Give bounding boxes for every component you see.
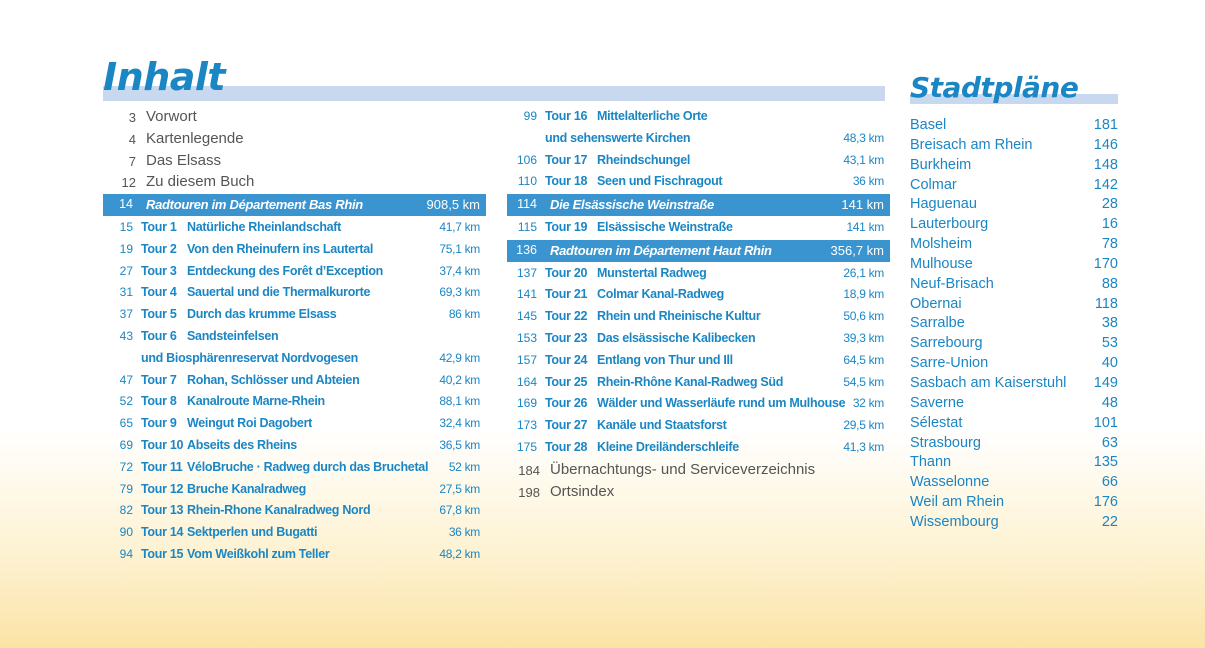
tour-number: Tour 28 bbox=[545, 439, 588, 454]
section-page-number: 14 bbox=[119, 197, 133, 212]
toc-section-bar bbox=[507, 240, 890, 262]
tour-page-number: 164 bbox=[516, 374, 537, 389]
tour-name-continued: und Biosphärenreservat Nordvogesen bbox=[141, 350, 358, 365]
tour-page-number: 47 bbox=[119, 372, 133, 387]
toc-column-left bbox=[103, 106, 486, 566]
city-name: Neuf-Brisach bbox=[910, 275, 994, 292]
city-page-number: 118 bbox=[1094, 295, 1118, 312]
tour-name: Von den Rheinufern ins Lautertal bbox=[187, 241, 374, 256]
tour-number: Tour 24 bbox=[545, 352, 588, 367]
section-title: Radtouren im Département Haut Rhin bbox=[550, 242, 772, 258]
city-map-entry bbox=[910, 414, 1118, 434]
tour-entry bbox=[507, 328, 890, 350]
tour-name: Vom Weißkohl zum Teller bbox=[187, 546, 330, 561]
tour-page-number: 19 bbox=[119, 241, 133, 256]
tour-distance: 26,1 km bbox=[843, 265, 884, 280]
tour-entry bbox=[507, 106, 890, 128]
city-name: Wissembourg bbox=[910, 513, 999, 530]
city-page-number: 22 bbox=[1101, 513, 1118, 530]
city-name: Molsheim bbox=[910, 236, 973, 253]
city-map-entry bbox=[910, 116, 1118, 136]
tour-name: Colmar Kanal-Radweg bbox=[597, 287, 724, 302]
city-map-entry bbox=[910, 136, 1118, 156]
toc-page-number: 198 bbox=[518, 484, 540, 500]
tour-name: Das elsässische Kalibecken bbox=[597, 330, 756, 345]
tour-entry bbox=[507, 437, 890, 459]
section-distance: 908,5 km bbox=[426, 197, 480, 213]
city-page-number: 135 bbox=[1093, 454, 1118, 471]
tour-entry bbox=[103, 479, 486, 501]
tour-distance: 27,5 km bbox=[439, 481, 480, 496]
tour-distance: 50,6 km bbox=[843, 309, 884, 324]
city-map-entry bbox=[910, 235, 1118, 255]
tour-entry bbox=[103, 282, 486, 304]
toc-entry-title: Zu diesem Buch bbox=[146, 173, 255, 191]
tour-entry bbox=[103, 370, 486, 392]
tour-entry bbox=[103, 261, 486, 283]
tour-entry bbox=[103, 457, 486, 479]
tour-distance: 41,3 km bbox=[843, 439, 884, 454]
tour-entry bbox=[103, 217, 486, 239]
city-name: Sasbach am Kaiserstuhl bbox=[910, 374, 1067, 391]
city-page-number: 78 bbox=[1101, 236, 1118, 253]
tour-name: Wälder und Wasserläufe rund um Mulhouse bbox=[597, 396, 846, 411]
toc-entry-title: Ortsindex bbox=[550, 482, 615, 500]
city-map-entry bbox=[910, 394, 1118, 414]
tour-name: Rheindschungel bbox=[597, 152, 691, 167]
tour-name: Rhein und Rheinische Kultur bbox=[597, 309, 761, 324]
city-page-number: 63 bbox=[1101, 434, 1118, 451]
tour-entry bbox=[103, 500, 486, 522]
tour-name: Bruche Kanalradweg bbox=[187, 481, 306, 496]
tour-distance: 32 km bbox=[852, 396, 884, 411]
tour-entry-continuation bbox=[507, 128, 890, 150]
city-name: Colmar bbox=[910, 176, 957, 193]
tour-distance: 40,2 km bbox=[439, 372, 480, 387]
city-page-number: 142 bbox=[1093, 176, 1118, 193]
tour-name: Munstertal Radweg bbox=[597, 265, 707, 280]
city-map-entry bbox=[910, 314, 1118, 334]
toc-page-number: 4 bbox=[128, 131, 136, 147]
tour-name: Sandsteinfelsen bbox=[187, 328, 279, 343]
toc-section-bar bbox=[103, 194, 486, 216]
tour-name: Elsässische Weinstraße bbox=[597, 219, 733, 234]
toc-page-number: 12 bbox=[121, 175, 136, 191]
city-page-number: 181 bbox=[1093, 117, 1118, 133]
toc-entry bbox=[507, 481, 890, 503]
tour-name: Rohan, Schlösser und Abteien bbox=[187, 372, 360, 387]
tour-number: Tour 3 bbox=[141, 263, 177, 278]
tour-number: Tour 10 bbox=[141, 437, 184, 452]
tour-name: Natürliche Rheinlandschaft bbox=[187, 219, 342, 234]
tour-name: Abseits des Rheins bbox=[187, 437, 297, 452]
tour-distance: 43,1 km bbox=[843, 152, 884, 167]
tour-distance: 54,5 km bbox=[843, 374, 884, 389]
city-map-entry bbox=[910, 295, 1118, 315]
tour-number: Tour 12 bbox=[141, 481, 184, 496]
tour-distance: 32,4 km bbox=[439, 416, 480, 431]
tour-distance: 48,3 km bbox=[843, 130, 884, 145]
tour-distance: 67,8 km bbox=[439, 503, 480, 518]
tour-name: Sauertal und die Thermalkurorte bbox=[187, 285, 371, 300]
tour-name: Mittelalterliche Orte bbox=[597, 109, 708, 123]
tour-distance: 64,5 km bbox=[843, 352, 884, 367]
tour-distance: 36 km bbox=[448, 525, 480, 540]
tour-distance: 141 km bbox=[846, 219, 884, 234]
toc-entry-title: Übernachtungs- und Serviceverzeichnis bbox=[550, 460, 816, 478]
city-map-entry bbox=[910, 215, 1118, 235]
tour-page-number: 37 bbox=[119, 307, 133, 322]
toc-entry bbox=[103, 106, 486, 128]
tour-entry bbox=[507, 306, 890, 328]
tour-entry bbox=[507, 393, 890, 415]
toc-section-bar bbox=[507, 194, 890, 216]
toc-entry bbox=[103, 171, 486, 193]
tour-number: Tour 16 bbox=[545, 109, 588, 123]
city-page-number: 149 bbox=[1093, 374, 1118, 391]
tour-number: Tour 6 bbox=[141, 328, 177, 343]
tour-distance: 29,5 km bbox=[843, 418, 884, 433]
city-map-entry bbox=[910, 453, 1118, 473]
tour-entry bbox=[103, 435, 486, 457]
city-name: Sarralbe bbox=[910, 315, 965, 332]
toc-entry-title: Das Elsass bbox=[146, 151, 222, 169]
tour-page-number: 175 bbox=[516, 439, 537, 454]
city-name: Burkheim bbox=[910, 156, 972, 173]
tour-distance: 42,9 km bbox=[439, 350, 480, 365]
tour-number: Tour 26 bbox=[545, 396, 588, 411]
tour-name: Entdeckung des Forêt d’Exception bbox=[187, 263, 383, 278]
tour-page-number: 69 bbox=[119, 437, 133, 452]
tour-number: Tour 23 bbox=[545, 330, 588, 345]
tour-name: VéloBruche · Radweg durch das Bruchetal bbox=[187, 459, 429, 474]
tour-entry-continuation bbox=[103, 348, 486, 370]
city-page-number: 66 bbox=[1101, 474, 1118, 491]
tour-page-number: 141 bbox=[516, 287, 537, 302]
toc-entry-title: Vorwort bbox=[146, 108, 197, 125]
tour-page-number: 169 bbox=[516, 396, 537, 411]
city-page-number: 28 bbox=[1101, 196, 1118, 213]
city-map-entry bbox=[910, 334, 1118, 354]
tour-number: Tour 8 bbox=[141, 394, 177, 409]
section-title: Radtouren im Département Bas Rhin bbox=[146, 197, 363, 213]
tour-number: Tour 22 bbox=[545, 309, 588, 324]
tour-number: Tour 1 bbox=[141, 219, 177, 234]
tour-entry bbox=[507, 372, 890, 394]
tour-entry bbox=[103, 326, 486, 348]
toc-entry-title: Kartenlegende bbox=[146, 129, 244, 147]
tour-page-number: 145 bbox=[516, 309, 537, 324]
tour-number: Tour 7 bbox=[141, 372, 177, 387]
tour-entry bbox=[103, 544, 486, 566]
tour-number: Tour 5 bbox=[141, 307, 177, 322]
tour-number: Tour 13 bbox=[141, 503, 184, 518]
tour-distance: 88,1 km bbox=[439, 394, 480, 409]
city-map-entry bbox=[910, 195, 1118, 215]
tour-page-number: 31 bbox=[119, 285, 133, 300]
section-distance: 141 km bbox=[841, 197, 884, 213]
tour-name: Durch das krumme Elsass bbox=[187, 307, 337, 322]
tour-number: Tour 11 bbox=[141, 459, 183, 474]
tour-name: Kleine Dreiländerschleife bbox=[597, 439, 739, 454]
tour-name: Seen und Fischragout bbox=[597, 174, 723, 189]
city-page-number: 40 bbox=[1101, 355, 1118, 372]
tour-entry bbox=[507, 350, 890, 372]
tour-page-number: 137 bbox=[516, 265, 537, 280]
tour-entry bbox=[507, 284, 890, 306]
stadtplaene-heading bbox=[910, 68, 1120, 108]
tour-number: Tour 27 bbox=[545, 418, 588, 433]
tour-page-number: 106 bbox=[516, 152, 537, 167]
tour-number: Tour 14 bbox=[141, 525, 184, 540]
tour-distance: 36 km bbox=[852, 174, 884, 189]
tour-name: Kanalroute Marne-Rhein bbox=[187, 394, 325, 409]
city-name: Weil am Rhein bbox=[910, 494, 1005, 511]
tour-name-continued: und sehenswerte Kirchen bbox=[545, 130, 691, 145]
tour-page-number: 15 bbox=[119, 219, 133, 234]
city-map-entry bbox=[910, 473, 1118, 493]
tour-page-number: 115 bbox=[517, 219, 537, 234]
city-page-number: 53 bbox=[1101, 335, 1118, 352]
city-name: Breisach am Rhein bbox=[910, 136, 1033, 153]
tour-page-number: 99 bbox=[523, 109, 537, 123]
city-map-entry bbox=[910, 176, 1118, 196]
tour-distance: 69,3 km bbox=[439, 285, 480, 300]
tour-page-number: 82 bbox=[119, 503, 133, 518]
tour-distance: 37,4 km bbox=[439, 263, 480, 278]
tour-number: Tour 19 bbox=[545, 219, 588, 234]
tour-distance: 86 km bbox=[448, 307, 480, 322]
toc-entry bbox=[103, 128, 486, 150]
city-name: Haguenau bbox=[910, 196, 977, 213]
tour-entry bbox=[507, 217, 890, 239]
toc-entry bbox=[507, 459, 890, 481]
city-page-number: 16 bbox=[1101, 216, 1118, 233]
tour-entry bbox=[103, 391, 486, 413]
tour-number: Tour 15 bbox=[141, 546, 184, 561]
tour-name: Entlang von Thur und Ill bbox=[597, 352, 733, 367]
city-page-number: 48 bbox=[1101, 394, 1118, 411]
city-page-number: 176 bbox=[1093, 494, 1118, 511]
city-page-number: 101 bbox=[1093, 414, 1118, 431]
section-distance: 356,7 km bbox=[830, 242, 884, 258]
toc-page-number: 184 bbox=[518, 462, 540, 478]
city-name: Basel bbox=[910, 117, 947, 133]
tour-page-number: 94 bbox=[119, 546, 133, 561]
tour-distance: 18,9 km bbox=[843, 287, 884, 302]
city-map-entry bbox=[910, 275, 1118, 295]
city-map-entry bbox=[910, 493, 1118, 513]
inhalt-title: Inhalt bbox=[103, 55, 226, 99]
city-name: Sarrebourg bbox=[910, 335, 983, 352]
tour-name: Rhein-Rhône Kanal-Radweg Süd bbox=[597, 374, 784, 389]
tour-page-number: 52 bbox=[119, 394, 133, 409]
tour-name: Weingut Roi Dagobert bbox=[187, 416, 313, 431]
inhalt-heading bbox=[103, 52, 885, 104]
tour-page-number: 153 bbox=[516, 330, 537, 345]
tour-distance: 39,3 km bbox=[843, 330, 884, 345]
city-name: Thann bbox=[910, 454, 952, 471]
city-map-entry bbox=[910, 434, 1118, 454]
city-name: Sélestat bbox=[910, 414, 963, 431]
city-name: Saverne bbox=[910, 394, 965, 411]
section-title: Die Elsässische Weinstraße bbox=[550, 197, 714, 213]
city-map-entry bbox=[910, 156, 1118, 176]
tour-number: Tour 2 bbox=[141, 241, 177, 256]
tour-distance: 75,1 km bbox=[439, 241, 480, 256]
tour-number: Tour 20 bbox=[545, 265, 588, 280]
city-page-number: 170 bbox=[1093, 255, 1118, 272]
city-name: Obernai bbox=[910, 295, 962, 312]
tour-number: Tour 9 bbox=[141, 416, 177, 431]
tour-entry bbox=[507, 263, 890, 285]
tour-entry bbox=[507, 150, 890, 172]
tour-distance: 48,2 km bbox=[439, 546, 480, 561]
tour-number: Tour 4 bbox=[141, 285, 177, 300]
section-page-number: 136 bbox=[516, 242, 537, 257]
tour-entry bbox=[103, 239, 486, 261]
tour-name: Kanäle und Staatsforst bbox=[597, 418, 727, 433]
tour-number: Tour 17 bbox=[545, 152, 588, 167]
city-page-number: 148 bbox=[1093, 156, 1118, 173]
tour-number: Tour 18 bbox=[545, 174, 588, 189]
section-page-number: 114 bbox=[517, 197, 537, 212]
tour-entry bbox=[103, 413, 486, 435]
tour-page-number: 72 bbox=[119, 459, 133, 474]
toc-column-right bbox=[507, 106, 890, 502]
tour-entry bbox=[507, 415, 890, 437]
city-page-number: 38 bbox=[1101, 315, 1118, 332]
tour-page-number: 110 bbox=[517, 174, 537, 189]
city-name: Mulhouse bbox=[910, 255, 973, 272]
tour-number: Tour 21 bbox=[545, 287, 588, 302]
city-map-entry bbox=[910, 255, 1118, 275]
city-map-list bbox=[910, 116, 1118, 533]
city-map-entry bbox=[910, 513, 1118, 533]
tour-entry bbox=[507, 171, 890, 193]
city-name: Strasbourg bbox=[910, 434, 981, 451]
stadtplaene-title: Stadtpläne bbox=[910, 71, 1079, 104]
city-name: Sarre-Union bbox=[910, 355, 989, 372]
tour-page-number: 79 bbox=[119, 481, 133, 496]
tour-page-number: 27 bbox=[119, 263, 133, 278]
tour-page-number: 173 bbox=[516, 418, 537, 433]
city-map-entry bbox=[910, 354, 1118, 374]
tour-number: Tour 25 bbox=[545, 374, 588, 389]
city-map-entry bbox=[910, 374, 1118, 394]
tour-distance: 52 km bbox=[448, 459, 480, 474]
toc-entry bbox=[103, 150, 486, 172]
toc-page-number: 3 bbox=[128, 110, 136, 125]
tour-name: Sektperlen und Bugatti bbox=[187, 525, 318, 540]
tour-distance: 36,5 km bbox=[439, 437, 480, 452]
city-page-number: 88 bbox=[1101, 275, 1118, 292]
city-page-number: 146 bbox=[1093, 136, 1118, 153]
city-name: Lauterbourg bbox=[910, 216, 989, 233]
toc-page-number: 7 bbox=[128, 153, 136, 169]
tour-page-number: 90 bbox=[119, 525, 133, 540]
tour-page-number: 65 bbox=[119, 416, 133, 431]
tour-name: Rhein-Rhone Kanalradweg Nord bbox=[187, 503, 371, 518]
tour-entry bbox=[103, 304, 486, 326]
tour-page-number: 43 bbox=[119, 328, 133, 343]
city-name: Wasselonne bbox=[910, 474, 990, 491]
tour-page-number: 157 bbox=[516, 352, 537, 367]
tour-entry bbox=[103, 522, 486, 544]
tour-distance: 41,7 km bbox=[439, 219, 480, 234]
